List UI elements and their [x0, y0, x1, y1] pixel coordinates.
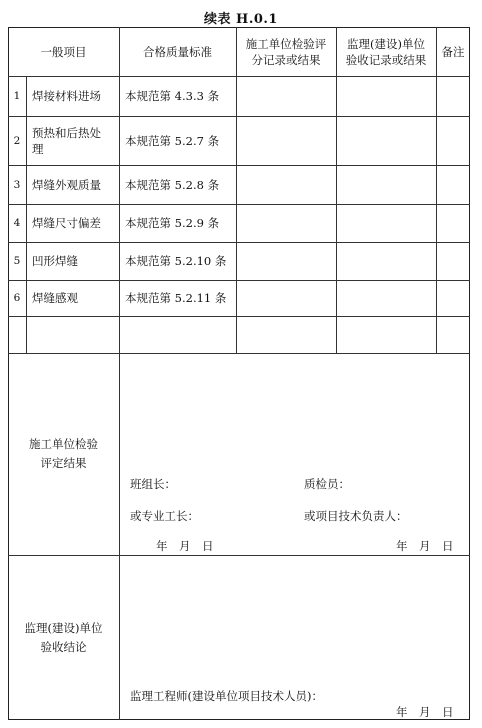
supervisor-date: 年 月 日: [396, 705, 454, 719]
row-standard: 本规范第 4.3.3 条: [125, 89, 220, 103]
row-standard: 本规范第 5.2.9 条: [125, 216, 220, 230]
row-standard: 本规范第 5.2.10 条: [125, 254, 227, 268]
row-divider: [8, 316, 470, 317]
row-number: 1: [13, 90, 21, 102]
supervising-engineer-signature: 监理工程师(建设单位项目技术人员)：: [130, 689, 323, 703]
row-item: 焊缝感观: [32, 291, 78, 305]
row-item: 凹形焊缝: [32, 254, 78, 268]
row-standard: 本规范第 5.2.8 条: [125, 177, 220, 192]
row-standard: 本规范第 5.2.7 条: [125, 133, 220, 148]
row-item: 焊接材料进场: [32, 89, 101, 103]
row-standard: 本规范第 5.2.11 条: [125, 291, 227, 305]
row-item: 焊缝尺寸偏差: [32, 216, 101, 230]
row-item: 预热和后热处 理: [32, 125, 101, 156]
header-general-item: 一般项目: [40, 44, 87, 59]
contractor-evaluation-label: 施工单位检验 评定结果: [29, 437, 98, 470]
header-standard: 合格质量标准: [143, 44, 212, 59]
row-number: 6: [13, 292, 21, 304]
foreman-signature: 或专业工长：: [130, 509, 199, 523]
contractor-date-right: 年 月 日: [396, 539, 454, 553]
quality-inspector-signature: 质检员：: [304, 477, 350, 491]
row-number: 2: [13, 134, 21, 147]
header-remark: 备注: [441, 44, 465, 59]
table-title: 续表 H.0.1: [204, 12, 278, 27]
row-number: 4: [13, 217, 21, 229]
header-contractor-result: 施工单位检验评 分记录或结果: [245, 36, 327, 67]
team-leader-signature: 班组长：: [130, 477, 176, 491]
row-number: 3: [13, 178, 21, 191]
technical-lead-signature: 或项目技术负责人：: [304, 509, 408, 523]
row-item: 焊缝外观质量: [32, 177, 101, 192]
header-supervisor-result: 监理(建设)单位 验收记录或结果: [345, 36, 427, 67]
supervisor-conclusion-label: 监理(建设)单位 验收结论: [24, 620, 103, 654]
contractor-date-left: 年 月 日: [156, 539, 214, 553]
row-number: 5: [13, 255, 21, 267]
